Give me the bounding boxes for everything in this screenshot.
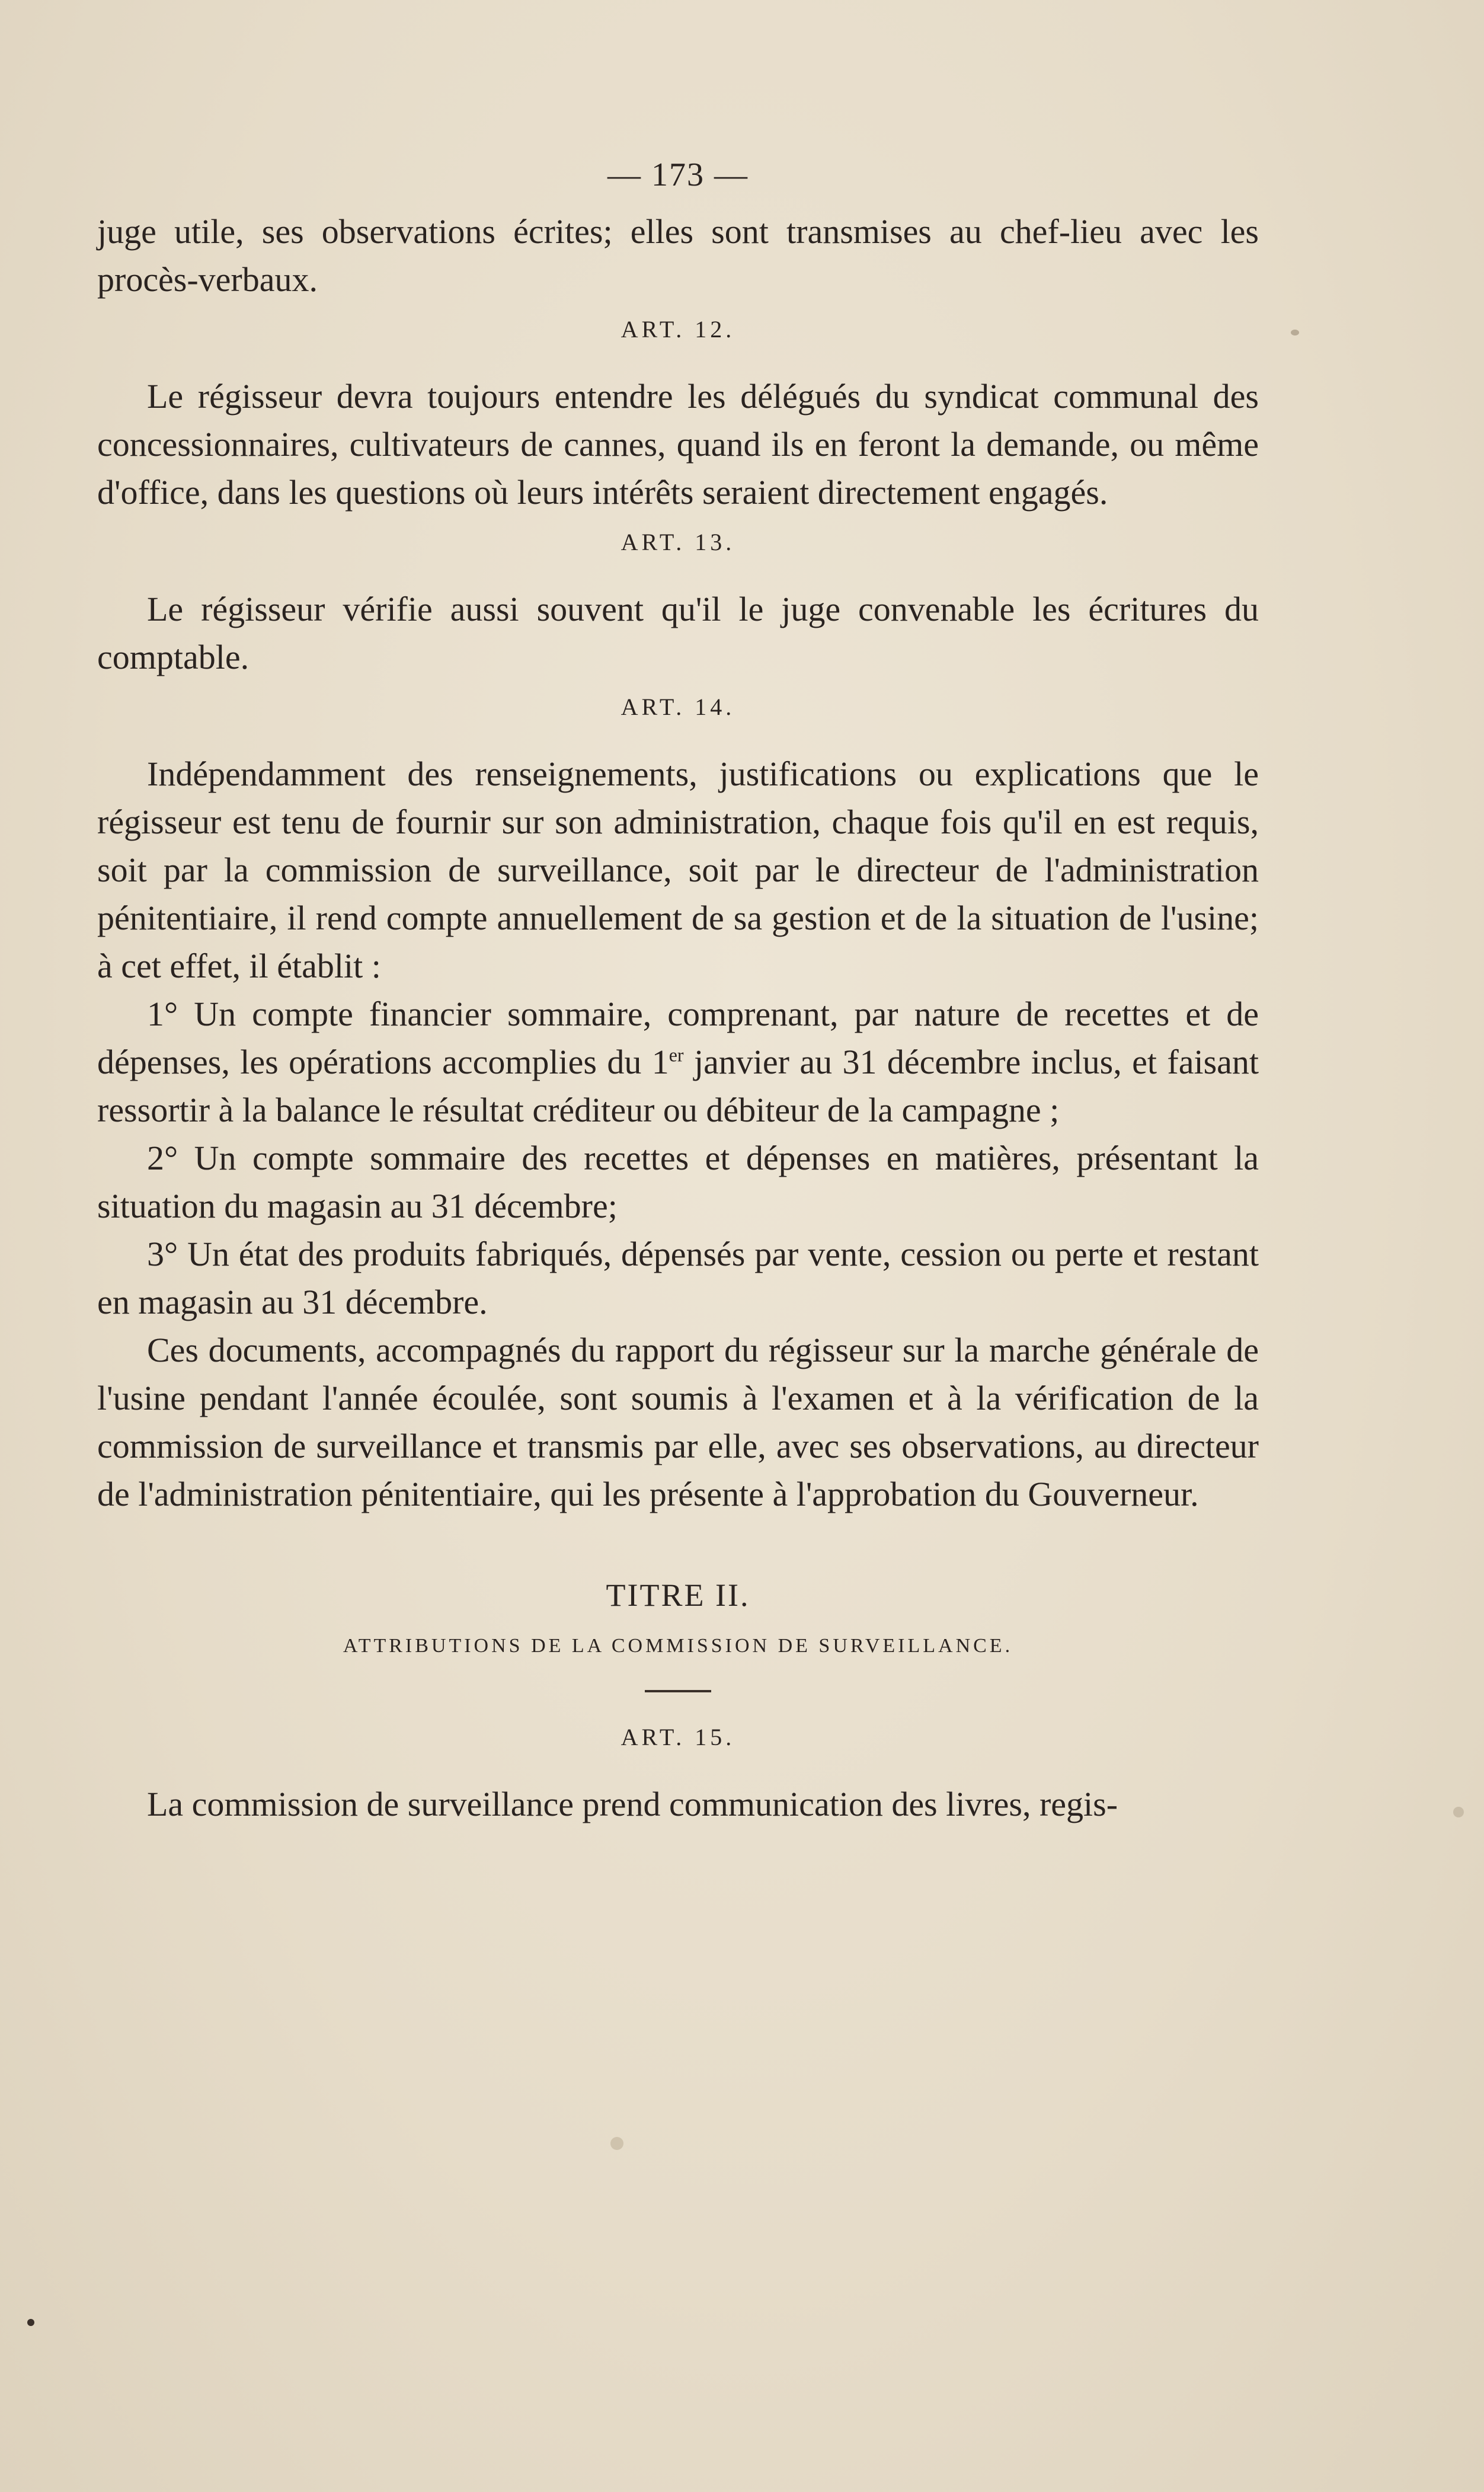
- paper-spot: [1291, 330, 1299, 336]
- list-item-1-text-b: janvier au 31 décembre inclus, et faisant ressortir à la balance le résultat créditeur ou débiteur de la campagne ;: [97, 1043, 1259, 1129]
- article-12-text: Le régisseur devra toujours entendre les délégués du syndicat communal des concessionnaires, cultivateurs de cannes, quand ils en feront la demande, ou même d'office, dans les questions où leurs intérêts seraient directement engagés.: [97, 377, 1259, 512]
- section-rule: [645, 1690, 711, 1692]
- list-item-3-number: 3°: [147, 1235, 178, 1273]
- article-13-text: Le régisseur vérifie aussi souvent qu'il le juge convenable les écritures du comptable.: [97, 590, 1259, 676]
- page-number: — 173 —: [607, 156, 749, 193]
- list-item-1-superscript: er: [669, 1044, 684, 1066]
- list-item-1-text-a: Un compte financier sommaire, comprenant, par nature de recettes et de dépenses, les opérations accomplies du 1: [97, 995, 1259, 1081]
- list-item-3-text: Un état des produits fabriqués, dépensés par vente, cession ou perte et restant en magasin au 31 décembre.: [97, 1235, 1259, 1321]
- paragraph-continuation: juge utile, ses observations écrites; elles sont transmises au chef-lieu avec les procès-verbaux.: [97, 212, 1259, 299]
- list-item-1: [97, 990, 1259, 1134]
- list-item-2-text: Un compte sommaire des recettes et dépenses en matières, présentant la situation du magasin au 31 décembre;: [97, 1139, 1259, 1225]
- article-14-heading: ART. 14.: [621, 694, 735, 720]
- list-item-2: [97, 1134, 1259, 1230]
- list-item-3: [97, 1230, 1259, 1326]
- article-13-heading: ART. 13.: [621, 529, 735, 555]
- list-item-1-number: 1°: [147, 995, 178, 1033]
- section-title: TITRE II.: [606, 1577, 750, 1613]
- paper-spot: [610, 2137, 623, 2150]
- documents-paragraph: Ces documents, accompagnés du rapport du régisseur sur la marche générale de l'usine pendant l'année écoulée, sont soumis à l'examen et à la vérification de la commission de surveillance et transmis par elle, avec ses observations, au directeur de l'administration pénitentiaire, qui les présente à l'approbation du Gouverneur.: [97, 1331, 1259, 1513]
- article-15-heading: ART. 15.: [621, 1724, 735, 1750]
- article-15-text: La commission de surveillance prend communication des livres, regis-: [147, 1785, 1118, 1823]
- paper-spot: [1453, 1807, 1464, 1817]
- text-block: [97, 142, 1259, 1828]
- section-subtitle: ATTRIBUTIONS DE LA COMMISSION DE SURVEILLANCE.: [343, 1635, 1013, 1657]
- article-14-text: Indépendamment des renseignements, justifications ou explications que le régisseur est tenu de fournir sur son administration, chaque fois qu'il en est requis, soit par la commission de surveillance, soit par le directeur de l'administration pénitentiaire, il rend compte annuellement de sa gestion et de la situation de l'usine; à cet effet, il établit :: [97, 755, 1259, 985]
- article-12-heading: ART. 12.: [621, 316, 735, 343]
- paper-spot: [27, 2319, 34, 2326]
- list-item-2-number: 2°: [147, 1139, 178, 1177]
